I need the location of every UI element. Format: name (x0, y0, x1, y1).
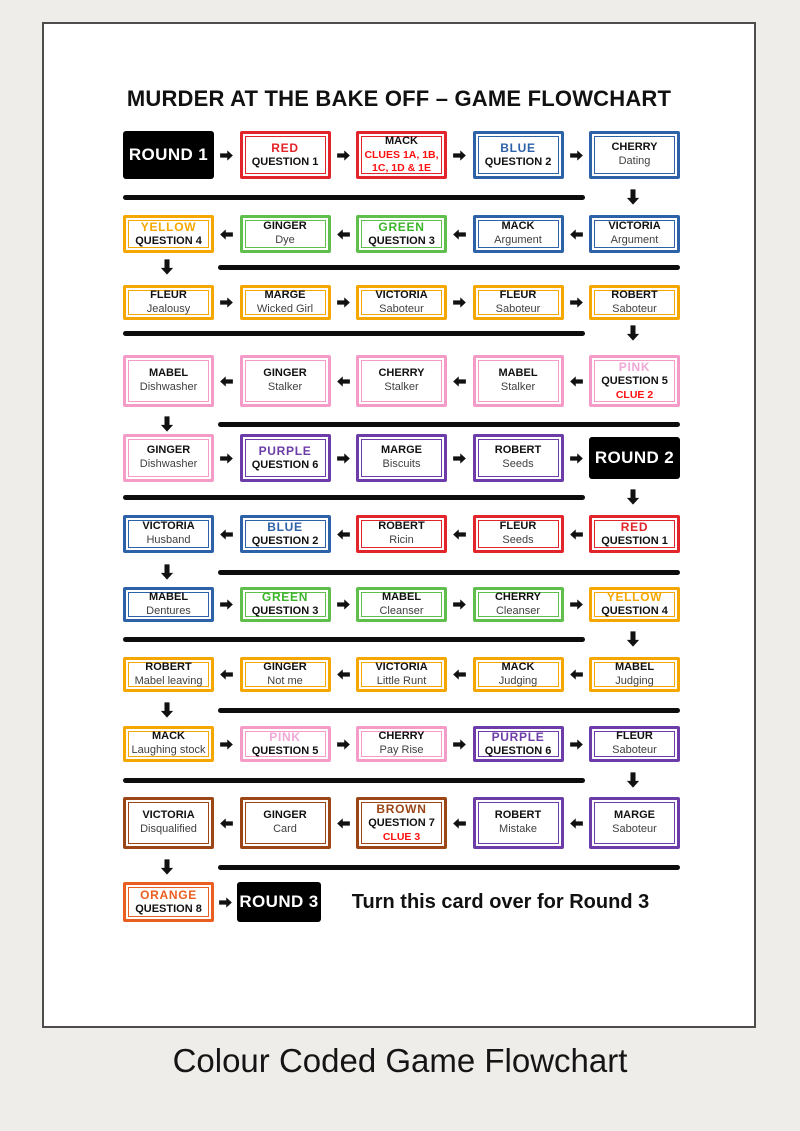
node-title: CHERRY (494, 590, 542, 603)
node-ginger-not-me (240, 657, 331, 692)
node-subtitle: Judging (498, 674, 538, 687)
arrow-down-icon (624, 771, 642, 789)
node-title: YELLOW (140, 219, 197, 234)
arrow-down-icon (158, 415, 176, 433)
arrow-left-icon (214, 816, 240, 831)
connector-7 (123, 629, 680, 649)
arrow-left-icon (564, 667, 590, 682)
node-subtitle: Argument (494, 234, 542, 246)
arrow-left-icon (331, 227, 357, 242)
arrow-right-icon (564, 148, 590, 163)
node-subtitle: Cleanser (379, 604, 424, 617)
node-ginger-dye (240, 215, 331, 253)
node-pink-question-5b (240, 726, 331, 762)
flow-divider (218, 422, 680, 427)
node-subtitle: Cleanser (495, 604, 541, 617)
node-title: GINGER (263, 809, 307, 822)
node-subtitle: QUESTION 8 (135, 902, 202, 915)
node-subtitle: Husband (146, 534, 191, 546)
node-subtitle: QUESTION 6 (484, 744, 552, 757)
node-title: MABEL (148, 367, 189, 380)
node-subtitle: Biscuits (382, 458, 421, 470)
arrow-left-icon (214, 374, 240, 389)
flow-divider (218, 865, 680, 870)
arrow-left-icon (331, 816, 357, 831)
node-red-question-1b (589, 515, 680, 553)
node-title: FLEUR (499, 520, 537, 533)
node-title: VICTORIA (142, 809, 195, 822)
flow-row-10 (123, 797, 680, 849)
node-subtitle: Ricin (389, 534, 414, 546)
node-subtitle: Dentures (146, 604, 191, 617)
node-title: MACK (501, 220, 535, 233)
node-mack-clues (356, 131, 447, 179)
arrow-left-icon (447, 374, 473, 389)
node-title: BLUE (267, 519, 303, 534)
node-title: MACK (501, 660, 535, 673)
node-title: MABEL (381, 590, 422, 603)
node-title: PURPLE (258, 443, 312, 458)
node-mack-judging (473, 657, 564, 692)
node-robert-saboteur (589, 285, 680, 320)
flow-divider (218, 708, 680, 713)
arrow-right-icon (564, 597, 590, 612)
node-subtitle: Not me (267, 674, 303, 687)
arrow-right-icon (331, 451, 357, 466)
arrow-right-icon (214, 148, 240, 163)
node-fleur-saboteur-2 (589, 726, 680, 762)
node-title: ROBERT (494, 809, 542, 822)
node-subtitle: Dye (275, 234, 295, 246)
node-title: PINK (618, 360, 651, 375)
node-title: ROUND 2 (594, 448, 675, 468)
flow-row-7 (123, 587, 680, 622)
node-orange-question-8 (123, 882, 214, 922)
node-subtitle: QUESTION 3 (368, 234, 435, 247)
node-title: MACK (385, 135, 418, 147)
node-robert-ricin (356, 515, 447, 553)
node-title: ROBERT (145, 660, 192, 673)
connector-9 (123, 770, 680, 790)
node-marge-saboteur (589, 797, 680, 849)
flow-divider (218, 265, 680, 270)
node-subtitle: QUESTION 5 (601, 375, 668, 388)
node-ginger-card (240, 797, 331, 849)
node-subtitle: Saboteur (495, 302, 541, 315)
arrow-left-icon (331, 667, 357, 682)
node-title: MABEL (148, 590, 189, 603)
node-title: MARGE (264, 288, 306, 301)
node-subtitle: QUESTION 7 (368, 817, 435, 830)
node-yellow-question-4b (589, 587, 680, 622)
arrow-right-icon (331, 737, 357, 752)
node-victoria-little-runt (356, 657, 447, 692)
node-marge-wicked-girl (240, 285, 331, 320)
node-subtitle: Dishwasher (139, 381, 198, 393)
flow-row-5 (123, 434, 680, 482)
arrow-right-icon (331, 295, 357, 310)
node-cherry-dating (589, 131, 680, 179)
arrow-down-icon (624, 324, 642, 342)
flow-row-4 (123, 355, 680, 407)
node-subtitle: QUESTION 3 (251, 605, 319, 618)
connector-2 (123, 257, 680, 277)
node-ginger-stalker (240, 355, 331, 407)
arrow-left-icon (564, 816, 590, 831)
node-title: VICTORIA (375, 288, 428, 301)
node-title: VICTORIA (608, 220, 661, 233)
node-round-3 (237, 882, 321, 922)
node-title: ROUND 1 (128, 145, 209, 165)
node-title: MARGE (381, 444, 422, 457)
flow-divider (123, 331, 585, 336)
node-robert-mabel-leaving (123, 657, 214, 692)
arrow-left-icon (331, 527, 357, 542)
node-subtitle: Judging (615, 674, 654, 687)
arrow-right-icon (447, 148, 473, 163)
node-subtitle: Stalker (500, 381, 536, 393)
node-cherry-stalker (356, 355, 447, 407)
flow-divider (123, 637, 585, 642)
node-mack-argument (473, 215, 564, 253)
flow-row-9 (123, 726, 680, 762)
arrow-right-icon (447, 295, 473, 310)
arrow-right-icon (447, 737, 473, 752)
node-mabel-stalker (473, 355, 564, 407)
arrow-left-icon (564, 527, 590, 542)
node-title: GINGER (263, 367, 307, 380)
node-title: PURPLE (491, 729, 545, 744)
node-subtitle: Disqualified (140, 823, 197, 835)
node-title: MABEL (614, 660, 655, 673)
node-blue-question-2b (240, 515, 331, 553)
node-subtitle: Mabel leaving (134, 674, 203, 687)
node-pink-question-5 (589, 355, 680, 407)
node-subtitle: Stalker (267, 381, 303, 393)
arrow-down-icon (158, 858, 176, 876)
node-purple-question-6 (240, 434, 331, 482)
arrow-right-icon (214, 597, 240, 612)
node-title: ROBERT (494, 444, 542, 457)
node-fleur-saboteur (473, 285, 564, 320)
node-title: ORANGE (140, 887, 197, 902)
flow-row-1 (123, 131, 680, 179)
node-subtitle: QUESTION 1 (251, 155, 319, 168)
node-subtitle: Wicked Girl (256, 302, 314, 315)
node-green-question-3 (356, 215, 447, 253)
node-subtitle: QUESTION 4 (135, 234, 202, 247)
node-subtitle: Saboteur (379, 302, 424, 315)
node-title: GREEN (378, 219, 425, 234)
connector-6 (123, 562, 680, 582)
node-subtitle: Seeds (502, 534, 534, 546)
node-title: FLEUR (499, 288, 537, 301)
flow-row-2 (123, 215, 680, 253)
arrow-right-icon (214, 737, 240, 752)
node-subtitle: Dating (618, 155, 651, 167)
flow-row-11 (123, 882, 680, 922)
arrow-down-icon (158, 563, 176, 581)
node-brown-question-7 (356, 797, 447, 849)
connector-1 (123, 187, 680, 207)
arrow-right-icon (564, 737, 590, 752)
node-title: VICTORIA (142, 520, 195, 533)
node-title: CHERRY (611, 141, 658, 154)
node-fleur-jealousy (123, 285, 214, 320)
node-victoria-argument (589, 215, 680, 253)
arrow-left-icon (447, 227, 473, 242)
node-robert-seeds (473, 434, 564, 482)
node-subtitle: Pay Rise (379, 744, 424, 756)
node-title: YELLOW (606, 590, 663, 605)
node-title: ROBERT (378, 520, 425, 533)
node-subtitle: Little Runt (376, 674, 427, 687)
flow-divider (123, 495, 585, 500)
node-title: GREEN (261, 590, 309, 605)
node-title: GINGER (146, 444, 191, 457)
arrow-down-icon (624, 488, 642, 506)
node-title: FLEUR (616, 730, 653, 743)
node-clue: CLUES 1A, 1B, (364, 148, 439, 161)
node-subtitle: Stalker (384, 381, 419, 393)
connector-5 (123, 487, 680, 507)
arrow-right-icon (214, 451, 240, 466)
arrow-right-icon (331, 148, 357, 163)
node-clue: CLUE 2 (615, 388, 654, 401)
arrow-down-icon (624, 188, 642, 206)
node-cherry-cleanser (473, 587, 564, 622)
node-yellow-question-4 (123, 215, 214, 253)
node-title: BLUE (500, 140, 536, 155)
arrow-down-icon (158, 701, 176, 719)
node-title: MABEL (498, 367, 538, 380)
node-fleur-seeds (473, 515, 564, 553)
arrow-right-icon (214, 295, 240, 310)
node-title: GINGER (263, 660, 307, 673)
node-victoria-husband (123, 515, 214, 553)
flow-divider (218, 570, 680, 575)
node-subtitle: Argument (610, 234, 659, 246)
node-green-question-3b (240, 587, 331, 622)
arrow-right-icon (564, 295, 590, 310)
flowchart-card (42, 22, 756, 1028)
node-title: ROBERT (611, 288, 658, 301)
arrow-down-icon (624, 630, 642, 648)
connector-10 (123, 857, 680, 877)
arrow-right-icon (331, 597, 357, 612)
turn-card-note: Turn this card over for Round 3 (351, 890, 650, 913)
flow-row-3 (123, 285, 680, 320)
node-blue-question-2 (473, 131, 564, 179)
node-title: VICTORIA (375, 660, 428, 673)
node-mabel-cleanser (356, 587, 447, 622)
node-subtitle: QUESTION 5 (251, 744, 319, 757)
node-subtitle: QUESTION 1 (601, 534, 668, 547)
node-cherry-pay-rise (356, 726, 447, 762)
node-mabel-dishwasher (123, 355, 214, 407)
node-victoria-saboteur (356, 285, 447, 320)
node-title: GINGER (263, 220, 307, 233)
node-title: FLEUR (150, 288, 187, 301)
node-subtitle: Card (273, 823, 297, 835)
image-caption: Colour Coded Game Flowchart (172, 1042, 628, 1079)
node-victoria-disqualified (123, 797, 214, 849)
node-title: ROUND 3 (239, 892, 319, 912)
page-title: MURDER AT THE BAKE OFF – GAME FLOWCHART (126, 86, 672, 111)
node-title: PINK (269, 729, 301, 744)
node-subtitle: QUESTION 4 (601, 605, 668, 618)
node-marge-biscuits (356, 434, 447, 482)
arrow-right-icon (447, 597, 473, 612)
arrow-left-icon (214, 667, 240, 682)
node-purple-question-6b (473, 726, 564, 762)
node-title: RED (620, 519, 649, 534)
node-clue: 1C, 1D & 1E (372, 161, 431, 174)
node-subtitle: Seeds (502, 458, 534, 470)
connector-8 (123, 700, 680, 720)
node-subtitle: Saboteur (612, 744, 657, 756)
node-subtitle: Laughing stock (131, 744, 206, 756)
node-subtitle: QUESTION 6 (251, 458, 319, 471)
node-subtitle: Mistake (499, 823, 537, 835)
arrow-left-icon (447, 816, 473, 831)
node-mabel-dentures (123, 587, 214, 622)
arrow-right-icon (214, 895, 237, 910)
node-subtitle: QUESTION 2 (251, 534, 319, 547)
node-subtitle: Saboteur (612, 302, 657, 315)
flow-row-8 (123, 657, 680, 692)
arrow-left-icon (331, 374, 357, 389)
node-subtitle: Dishwasher (139, 458, 198, 470)
node-subtitle: Jealousy (146, 302, 191, 315)
node-round-1 (123, 131, 214, 179)
arrow-left-icon (564, 227, 590, 242)
flow-divider (123, 195, 585, 200)
arrow-down-icon (158, 258, 176, 276)
arrow-left-icon (214, 527, 240, 542)
connector-4 (123, 414, 680, 434)
arrow-left-icon (214, 227, 240, 242)
arrow-left-icon (447, 667, 473, 682)
arrow-left-icon (564, 374, 590, 389)
node-mabel-judging (589, 657, 680, 692)
connector-3 (123, 323, 680, 343)
node-title: CHERRY (378, 367, 425, 380)
node-mack-laughing-stock (123, 726, 214, 762)
flow-divider (123, 778, 585, 783)
node-title: BROWN (376, 802, 427, 817)
node-robert-mistake (473, 797, 564, 849)
node-title: MARGE (614, 809, 655, 822)
node-ginger-dishwasher (123, 434, 214, 482)
node-red-question-1 (240, 131, 331, 179)
arrow-right-icon (564, 451, 590, 466)
node-clue: CLUE 3 (382, 830, 421, 843)
node-subtitle: Saboteur (612, 823, 657, 835)
node-title: MACK (152, 730, 185, 743)
node-round-2 (589, 437, 680, 479)
flow-row-6 (123, 515, 680, 553)
node-title: RED (271, 140, 299, 155)
arrow-left-icon (447, 527, 473, 542)
node-title: CHERRY (378, 730, 425, 743)
arrow-right-icon (447, 451, 473, 466)
node-subtitle: QUESTION 2 (484, 155, 552, 168)
